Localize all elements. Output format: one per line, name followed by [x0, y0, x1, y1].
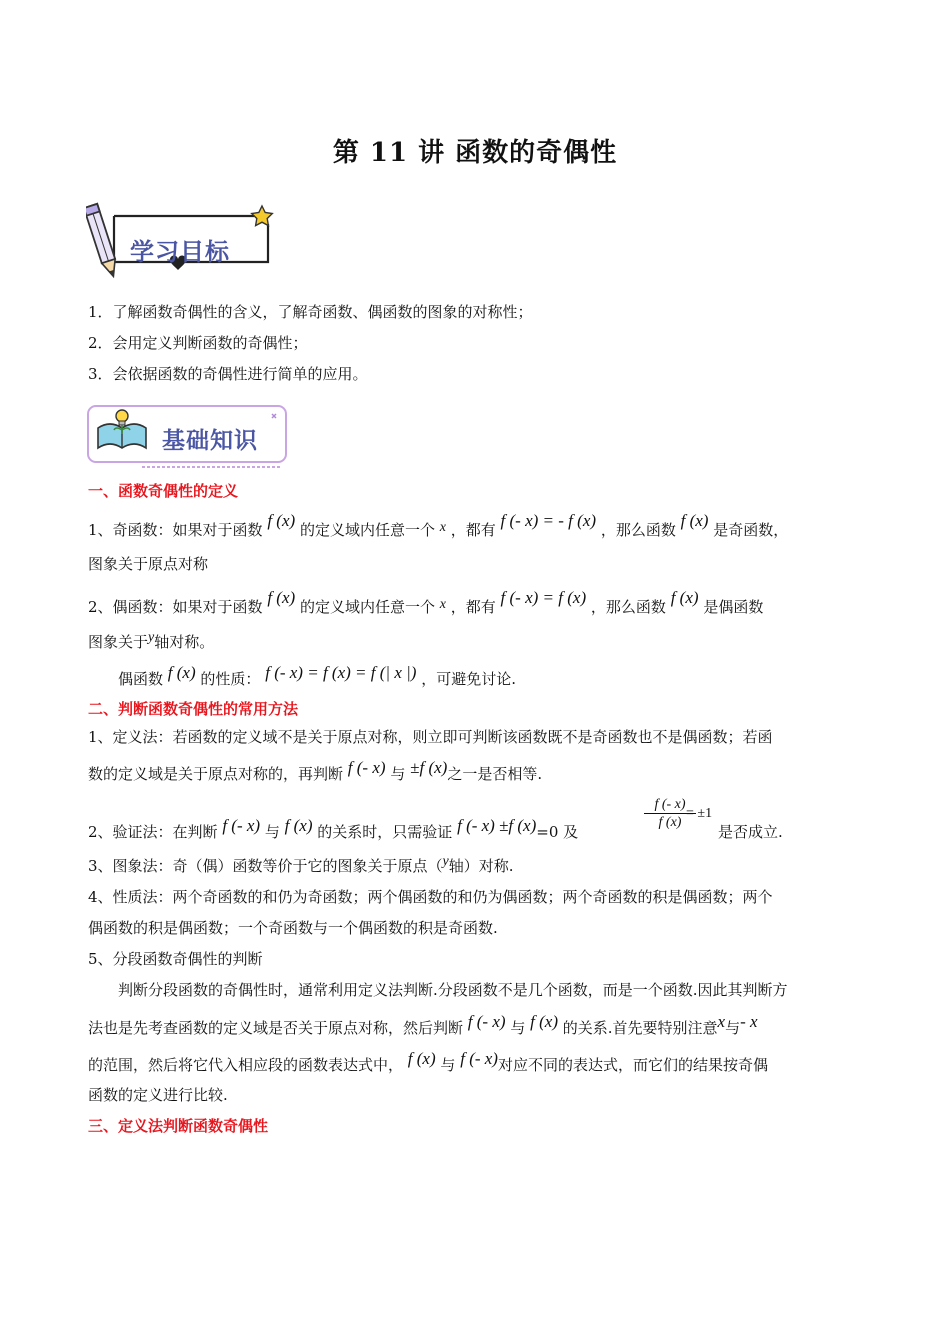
even-line2-a: 图象关于 [88, 633, 149, 651]
even-line2-b: 轴对称。 [154, 633, 215, 651]
m1-text-a: 数的定义域是关于原点对称的，再判断 [88, 765, 344, 783]
odd-math-4: f (x) [680, 511, 709, 530]
odd-text-1: 1、奇函数：如果对于函数 [88, 521, 263, 539]
m5-math-3: x [717, 1012, 726, 1031]
m2-text-3: 的关系时，只需验证 [317, 823, 453, 841]
m5-math-4: - x [740, 1012, 758, 1031]
m3-text-2: 轴）对称. [448, 857, 514, 875]
m5-math-1: f (- x) [467, 1012, 506, 1031]
even-math-2: x [439, 597, 446, 612]
m1-math-1: f (- x) [347, 758, 386, 777]
m5-math-5: f (x) [407, 1049, 436, 1068]
even-text-5: 是偶函数 [703, 598, 764, 616]
odd-text-4: ，那么函数 [600, 521, 676, 539]
m1-text-c: 之一是否相等. [447, 765, 543, 783]
odd-def-line2: 图象关于原点对称 [88, 555, 209, 573]
even-line2-math: y [148, 630, 155, 645]
even-math-4: f (x) [670, 588, 699, 607]
page-title: 第 11 讲 函数的奇偶性 [332, 138, 618, 168]
odd-text-5: 是奇函数， [713, 521, 789, 539]
section1-heading: 一、函数奇偶性的定义 [88, 482, 239, 500]
odd-text-3: ，都有 [450, 521, 496, 539]
method4-line2: 偶函数的积是偶函数；一个奇函数与一个偶函数的积是奇函数. [88, 919, 498, 937]
prop-math-2: f (- x) = f (x) = f (| x |) [265, 663, 417, 682]
learning-goals-label: 学习目标 [130, 238, 230, 266]
m5-math-2: f (x) [530, 1012, 558, 1031]
method1-line2 [88, 758, 543, 784]
even-property [118, 663, 517, 689]
goal-2: 2．会用定义判断函数的奇偶性； [88, 334, 308, 352]
even-text-1: 2、偶函数：如果对于函数 [88, 598, 263, 616]
m5-text-b: 与 [510, 1019, 526, 1037]
basic-knowledge-banner [86, 404, 290, 472]
prop-text-3: ，可避免讨论. [421, 670, 517, 688]
section2-heading: 二、判断函数奇偶性的常用方法 [88, 700, 299, 718]
method1-line1: 1、定义法：若函数的定义域不是关于原点对称，则立即可判断该函数既不是奇函数也不是偶函数；若函 [88, 728, 773, 746]
basic-knowledge-label: 基础知识 [162, 428, 258, 454]
section3-heading: 三、定义法判断函数奇偶性 [88, 1117, 269, 1135]
m2-frac-den: f (x) [658, 815, 682, 830]
method5-line1: 判断分段函数的奇偶性时，通常利用定义法判断.分段函数不是几个函数，而是一个函数.因此其判断方 [118, 981, 788, 999]
even-def-line1 [88, 588, 764, 619]
method2-line [88, 816, 579, 842]
m2-frac-eq: = ±1 [686, 806, 713, 821]
odd-math-1: f (x) [267, 511, 296, 530]
prop-text-2: 的性质： [200, 670, 261, 688]
m5-text-d: 与 [725, 1019, 741, 1037]
m5-math-6: f (- x) [460, 1049, 498, 1068]
m3-text-1: 3、图象法：奇（偶）函数等价于它的图象关于原点（ [88, 857, 443, 875]
m2-text-4: =0 及 [536, 823, 579, 841]
even-text-4: ，那么函数 [590, 598, 666, 616]
even-math-3: f (- x) = f (x) [500, 588, 587, 607]
m1-text-b: 与 [390, 765, 406, 783]
method5-line3 [88, 1049, 768, 1075]
m2-math-c: f (- x) ±f (x) [457, 816, 537, 835]
learning-goals-banner [86, 198, 278, 282]
m5-text-e: 的范围，然后将它代入相应段的函数表达式中， [88, 1056, 404, 1074]
odd-def-line1 [88, 511, 789, 542]
even-text-3: ，都有 [450, 598, 496, 616]
goal-1: 1．了解函数奇偶性的含义，了解奇函数、偶函数的图象的对称性； [88, 303, 533, 321]
odd-math-3: f (- x) = - f (x) [500, 511, 597, 530]
m2-math-a: f (- x) [222, 816, 261, 835]
m5-text-g: 对应不同的表达式，而它们的结果按奇偶 [497, 1056, 768, 1074]
prop-math-1: f (x) [167, 663, 196, 682]
odd-text-2: 的定义域内任意一个 [299, 521, 435, 539]
m2-text-1: 2、验证法：在判断 [88, 823, 218, 841]
m5-text-c: 的关系.首先要特别注意 [562, 1019, 718, 1037]
m5-text-a: 法也是先考查函数的定义域是否关于原点对称，然后判断 [88, 1019, 464, 1037]
method5-heading: 5、分段函数奇偶性的判断 [88, 950, 263, 968]
method4-line1: 4、性质法：两个奇函数的和仍为奇函数；两个偶函数的和仍为偶函数；两个奇函数的积是偶函数；两个 [88, 888, 773, 906]
m2-text-5: 是否成立. [718, 823, 783, 841]
even-text-2: 的定义域内任意一个 [299, 598, 435, 616]
even-math-1: f (x) [267, 588, 296, 607]
m1-math-2: ±f (x) [410, 758, 448, 777]
even-def-line2 [88, 632, 214, 654]
m3-math: y [442, 854, 449, 869]
method5-line4: 函数的定义进行比较. [88, 1086, 228, 1104]
prop-text-1: 偶函数 [118, 670, 164, 688]
m5-text-f: 与 [440, 1056, 456, 1074]
m2-frac-num: f (- x) [654, 797, 686, 812]
m2-math-b: f (x) [284, 816, 313, 835]
method3-line [88, 856, 514, 878]
goal-3: 3．会依据函数的奇偶性进行简单的应用。 [88, 365, 368, 383]
m2-text-2: 与 [264, 823, 280, 841]
odd-math-2: x [439, 520, 446, 535]
method5-line2 [88, 1012, 758, 1038]
